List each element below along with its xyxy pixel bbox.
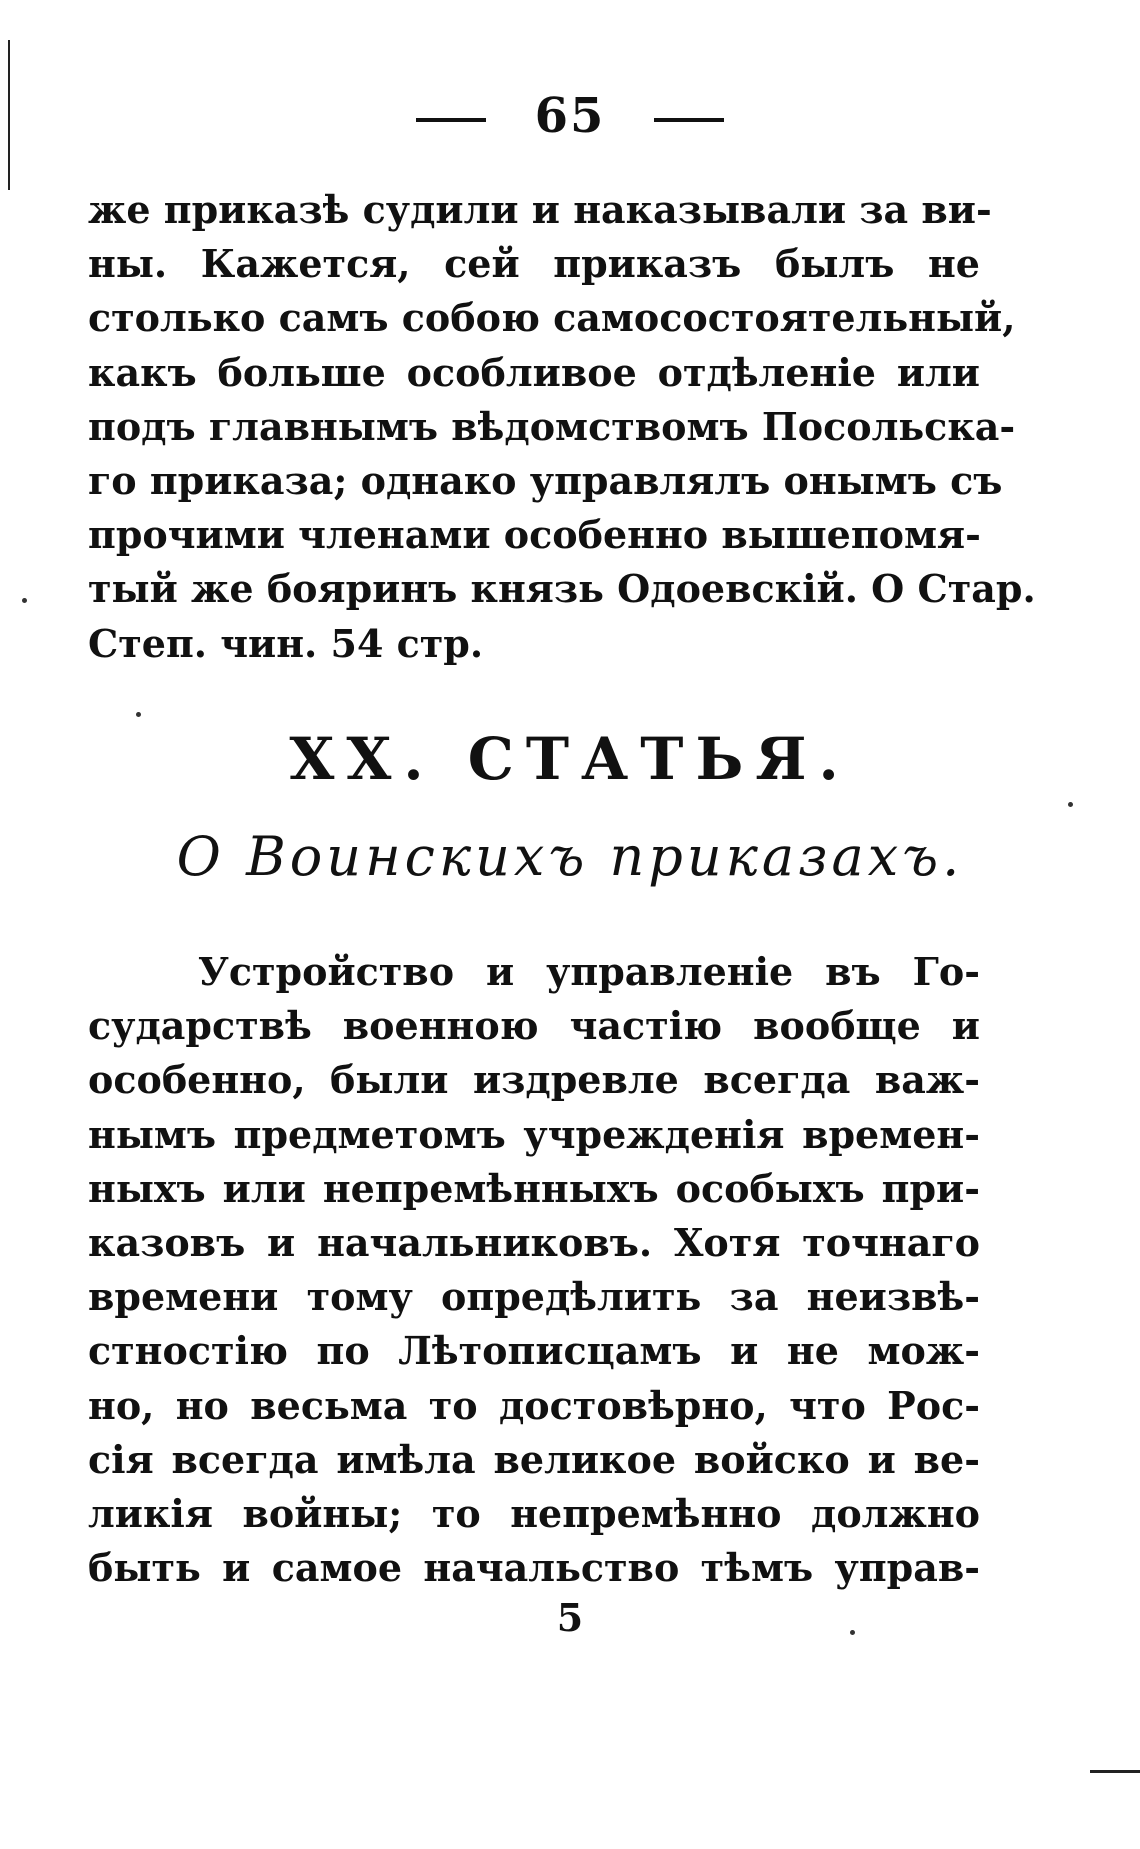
speck <box>850 1630 855 1635</box>
text-line: сударствѣ военною частію вообще и <box>88 1003 980 1049</box>
text-line: особенно, были издревле всегда важ- <box>88 1057 980 1103</box>
signature-mark: 5 <box>556 1595 584 1640</box>
text-line: го приказа; однако управлялъ онымъ съ <box>88 457 1003 503</box>
bottom-right-edge-line <box>1090 1770 1140 1773</box>
text-line: прочими членами особенно вышепомя- <box>88 512 981 558</box>
text-line: тый же бояринъ князь Одоевскій. О Стар. <box>88 566 1036 612</box>
section-subtitle: О Воинскихъ приказахъ. <box>176 825 964 888</box>
section-title: XX. СТАТЬЯ. <box>289 725 851 793</box>
speck <box>22 598 27 603</box>
speck <box>1068 802 1073 807</box>
text-line: ликія войны; то непремѣнно должно <box>88 1490 980 1536</box>
text-line: же приказѣ судили и наказывали за ви- <box>88 187 992 232</box>
body-paragraph <box>88 945 980 1595</box>
text-line: какъ больше особливое отдѣленіе или <box>88 349 980 395</box>
text-line: стностію по Лѣтописцамъ и не мож- <box>88 1328 980 1374</box>
text-line: но, но весьма то достовѣрно, что Рос- <box>88 1382 980 1428</box>
text-line: Степ. чин. 54 стр. <box>88 620 484 666</box>
text-line: ны. Кажется, сей приказъ былъ не <box>88 241 980 287</box>
text-line: ныхъ или непремѣнныхъ особыхъ при- <box>88 1165 980 1211</box>
text-line: времени тому опредѣлить за неизвѣ- <box>88 1274 980 1320</box>
text-line: подъ главнымъ вѣдомствомъ Посольска- <box>88 403 1016 449</box>
text-line: быть и самое начальство тѣмъ управ- <box>88 1545 980 1591</box>
text-line: сія всегда имѣла великое войско и ве- <box>88 1436 980 1482</box>
top-paragraph <box>88 183 1036 671</box>
page-number: 65 <box>534 88 606 144</box>
speck <box>136 712 141 717</box>
text-line: столько самъ собою самосостоятельный, <box>88 295 1016 341</box>
text-line: казовъ и начальниковъ. Хотя точнаго <box>88 1219 980 1265</box>
header-right-dash <box>654 118 724 122</box>
text-line: Устройство и управленіе въ Го- <box>198 949 980 994</box>
header-left-dash <box>416 118 486 122</box>
page-header <box>0 88 1140 144</box>
text-line: нымъ предметомъ учрежденія времен- <box>88 1111 980 1157</box>
